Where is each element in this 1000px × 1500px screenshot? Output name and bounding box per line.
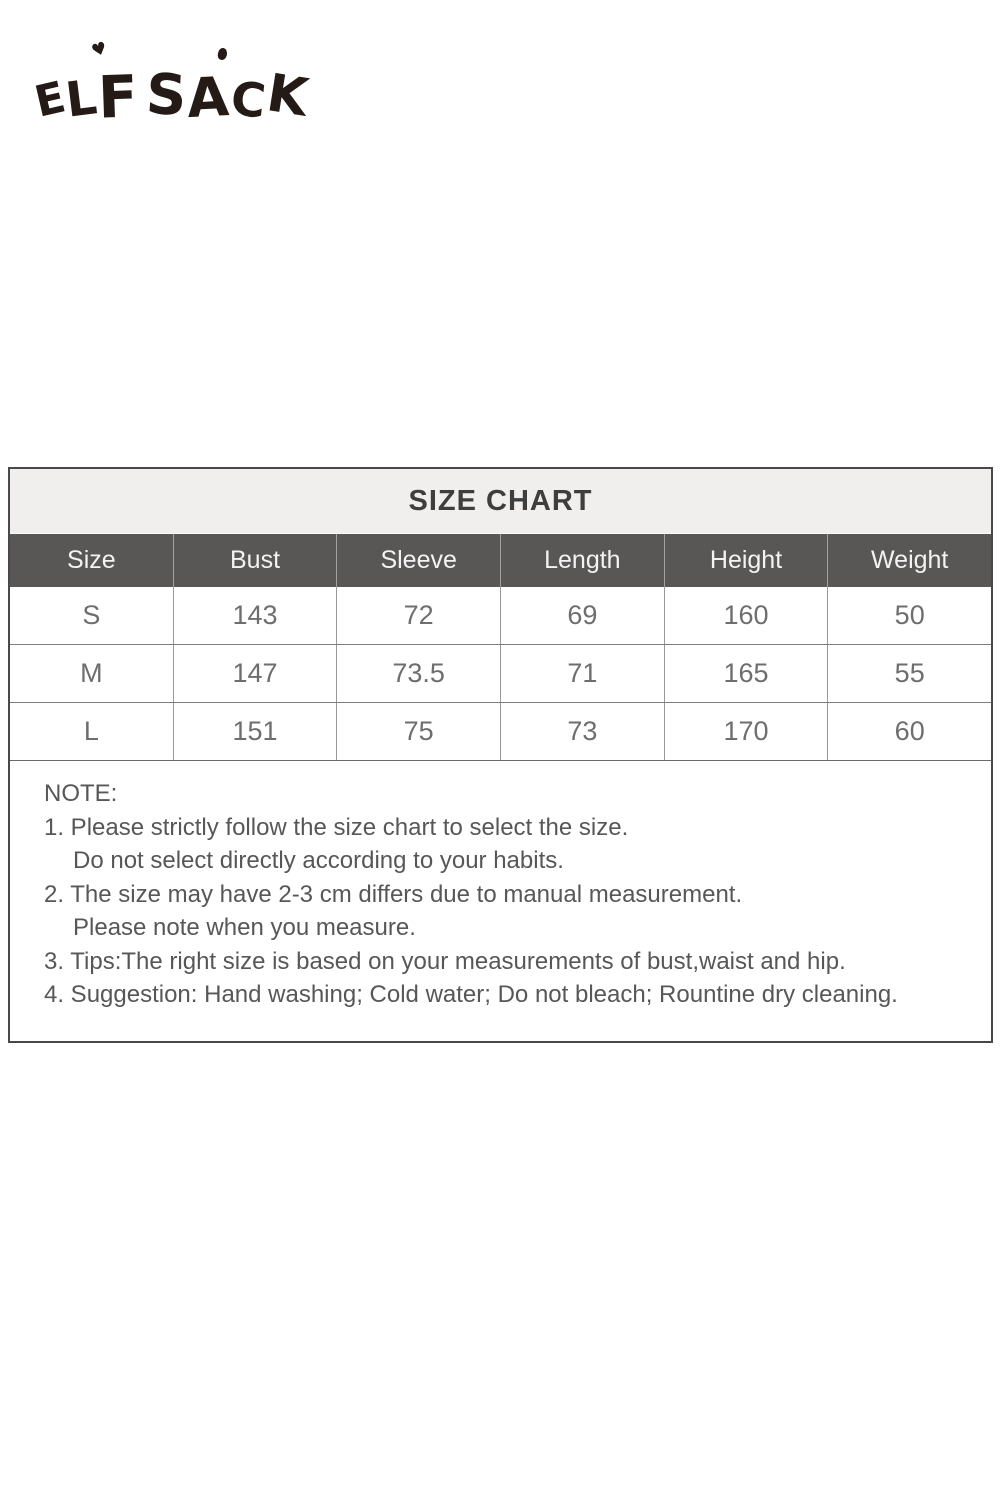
table-row-l [10, 702, 991, 760]
cell-sleeve: 72 [336, 587, 500, 644]
logo-letter: S [143, 61, 188, 130]
size-chart-title: SIZE CHART [408, 484, 593, 517]
note-line-3: 2. The size may have 2-3 cm differs due to manual measurement. [44, 880, 743, 908]
note-line-6: 4. Suggestion: Hand washing; Cold water; Do not bleach; Rountine dry cleaning. [44, 981, 898, 1008]
cell-length: 71 [500, 645, 664, 702]
cell-bust: 143 [173, 587, 337, 644]
cell-bust: 147 [173, 645, 337, 702]
logo-letter: A [185, 64, 231, 131]
column-header-bust: Bust [173, 534, 337, 587]
heart-icon: ♥ [89, 38, 110, 62]
cell-size: M [80, 658, 103, 688]
cell-sleeve: 75 [336, 703, 500, 760]
column-header-height: Height [664, 534, 828, 587]
brand-logo [30, 38, 313, 132]
cell-size: L [83, 716, 99, 746]
dot-icon [217, 47, 229, 61]
cell-height: 170 [664, 703, 828, 760]
column-header-weight: Weight [827, 534, 991, 587]
logo-letter: K [263, 63, 313, 129]
cell-sleeve: 73.5 [336, 645, 500, 702]
column-header-length: Length [500, 534, 664, 587]
cell-height: 165 [664, 645, 828, 702]
logo-letter: C [227, 71, 269, 130]
size-chart-header-row [10, 534, 991, 587]
cell-length: 73 [500, 703, 664, 760]
note-section [10, 760, 991, 1041]
cell-weight: 50 [827, 587, 991, 644]
cell-weight: 55 [827, 645, 991, 702]
column-header-sleeve: Sleeve [336, 534, 500, 587]
logo-letter: F [96, 62, 139, 132]
size-chart-box [8, 467, 993, 1043]
size-chart-title-band [10, 469, 991, 534]
cell-size: S [82, 600, 101, 630]
cell-length: 69 [500, 587, 664, 644]
note-line-5: 3. Tips:The right size is based on your measurements of bust,waist and hip. [44, 947, 846, 975]
logo-letter: L [62, 69, 101, 129]
table-row-s [10, 587, 991, 644]
column-header-size: Size [67, 546, 116, 574]
note-heading: NOTE: [44, 780, 118, 807]
table-row-m [10, 644, 991, 702]
logo-letter: E [30, 72, 71, 128]
note-line-2: Do not select directly according to your habits. [73, 847, 564, 874]
note-line-4: Please note when you measure. [73, 914, 416, 941]
cell-bust: 151 [173, 703, 337, 760]
cell-height: 160 [664, 587, 828, 644]
note-line-1: 1. Please strictly follow the size chart to select the size. [44, 813, 629, 841]
cell-weight: 60 [827, 703, 991, 760]
